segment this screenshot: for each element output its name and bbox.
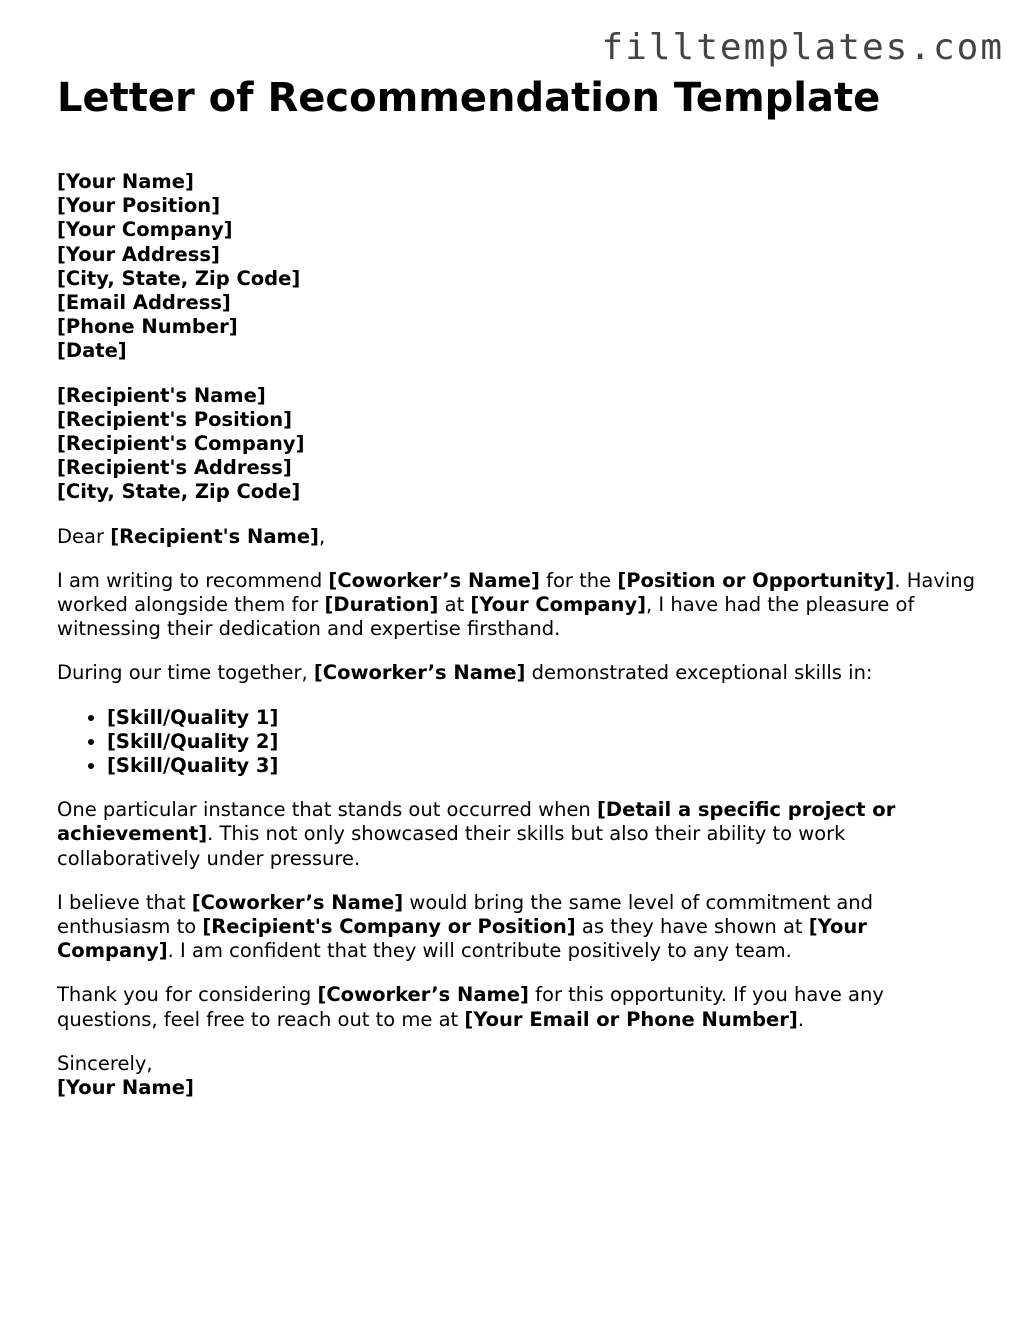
recipient-company: [Recipient's Company]	[57, 432, 305, 456]
recipient-block	[57, 384, 977, 505]
recipient-city-state-zip: [City, State, Zip Code]	[57, 480, 301, 504]
sender-position: [Your Position]	[57, 194, 221, 218]
watermark: filltemplates.com	[601, 27, 1004, 68]
page-title: Letter of Recommendation Template	[57, 75, 881, 121]
paragraph-skills-intro: During our time together, [Coworker’s Name] demonstrated exceptional skills in:	[57, 661, 873, 685]
recipient-position: [Recipient's Position]	[57, 407, 293, 431]
coworker-name: [Coworker’s Name]	[328, 568, 540, 592]
sender-city-state-zip: [City, State, Zip Code]	[57, 266, 301, 290]
duration: [Duration]	[324, 593, 439, 617]
coworker-name: [Coworker’s Name]	[313, 661, 526, 685]
valediction: Sincerely,	[57, 1051, 153, 1075]
sender-phone: [Phone Number]	[57, 315, 238, 339]
sender-email: [Email Address]	[57, 291, 231, 315]
salutation-name: [Recipient's Name]	[110, 524, 319, 548]
paragraph-intro: I am writing to recommend [Coworker’s Name] for the [Position or Opportunity]. Having worked alongside them for [Duration] at [Your Company], I have had the pleasure of witnessing their dedication and expertise firsthand.	[57, 568, 976, 641]
list-item: • [Skill/Quality 2]	[107, 730, 977, 754]
contact-info: [Your Email or Phone Number]	[464, 1007, 798, 1031]
recipient-name: [Recipient's Name]	[57, 383, 266, 407]
recipient-address: [Recipient's Address]	[57, 456, 292, 480]
letter-page	[57, 74, 977, 1100]
closing	[57, 1052, 977, 1100]
specific-achievement: [Detail a specific project or achievement]	[57, 798, 896, 846]
paragraph-belief: I believe that [Coworker’s Name] would bring the same level of commitment and enthusiasm to [Recipient's Company or Position] as they have shown at [Your Company]. I am confident that they will contribute positively to any team.	[57, 890, 874, 963]
sender-name: [Your Name]	[57, 170, 194, 193]
sender-block	[57, 170, 977, 364]
skills-list	[57, 706, 977, 779]
sender-company: [Your Company]	[57, 218, 233, 242]
coworker-name: [Coworker’s Name]	[191, 890, 404, 914]
sender-address: [Your Address]	[57, 242, 220, 266]
paragraph-instance: One particular instance that stands out occurred when [Detail a specific project or achievement]. This not only showcased their skills but also their ability to work collaboratively under pressure.	[57, 798, 896, 870]
your-company: [Your Company]	[470, 593, 646, 617]
recipient-company-or-position: [Recipient's Company or Position]	[202, 915, 576, 939]
list-item: • [Skill/Quality 1]	[107, 706, 977, 730]
signature-name: [Your Name]	[57, 1076, 194, 1100]
coworker-name: [Coworker’s Name]	[317, 983, 529, 1007]
letter-date: [Date]	[57, 339, 127, 363]
list-item: • [Skill/Quality 3]	[107, 754, 977, 778]
your-company: [Your Company]	[57, 915, 867, 963]
position-or-opportunity: [Position or Opportunity]	[617, 568, 895, 592]
salutation: Dear [Recipient's Name],	[57, 524, 326, 548]
paragraph-thanks: Thank you for considering [Coworker’s Name] for this opportunity. If you have any questions, feel free to reach out to me at [Your Email or Phone Number].	[57, 983, 884, 1031]
